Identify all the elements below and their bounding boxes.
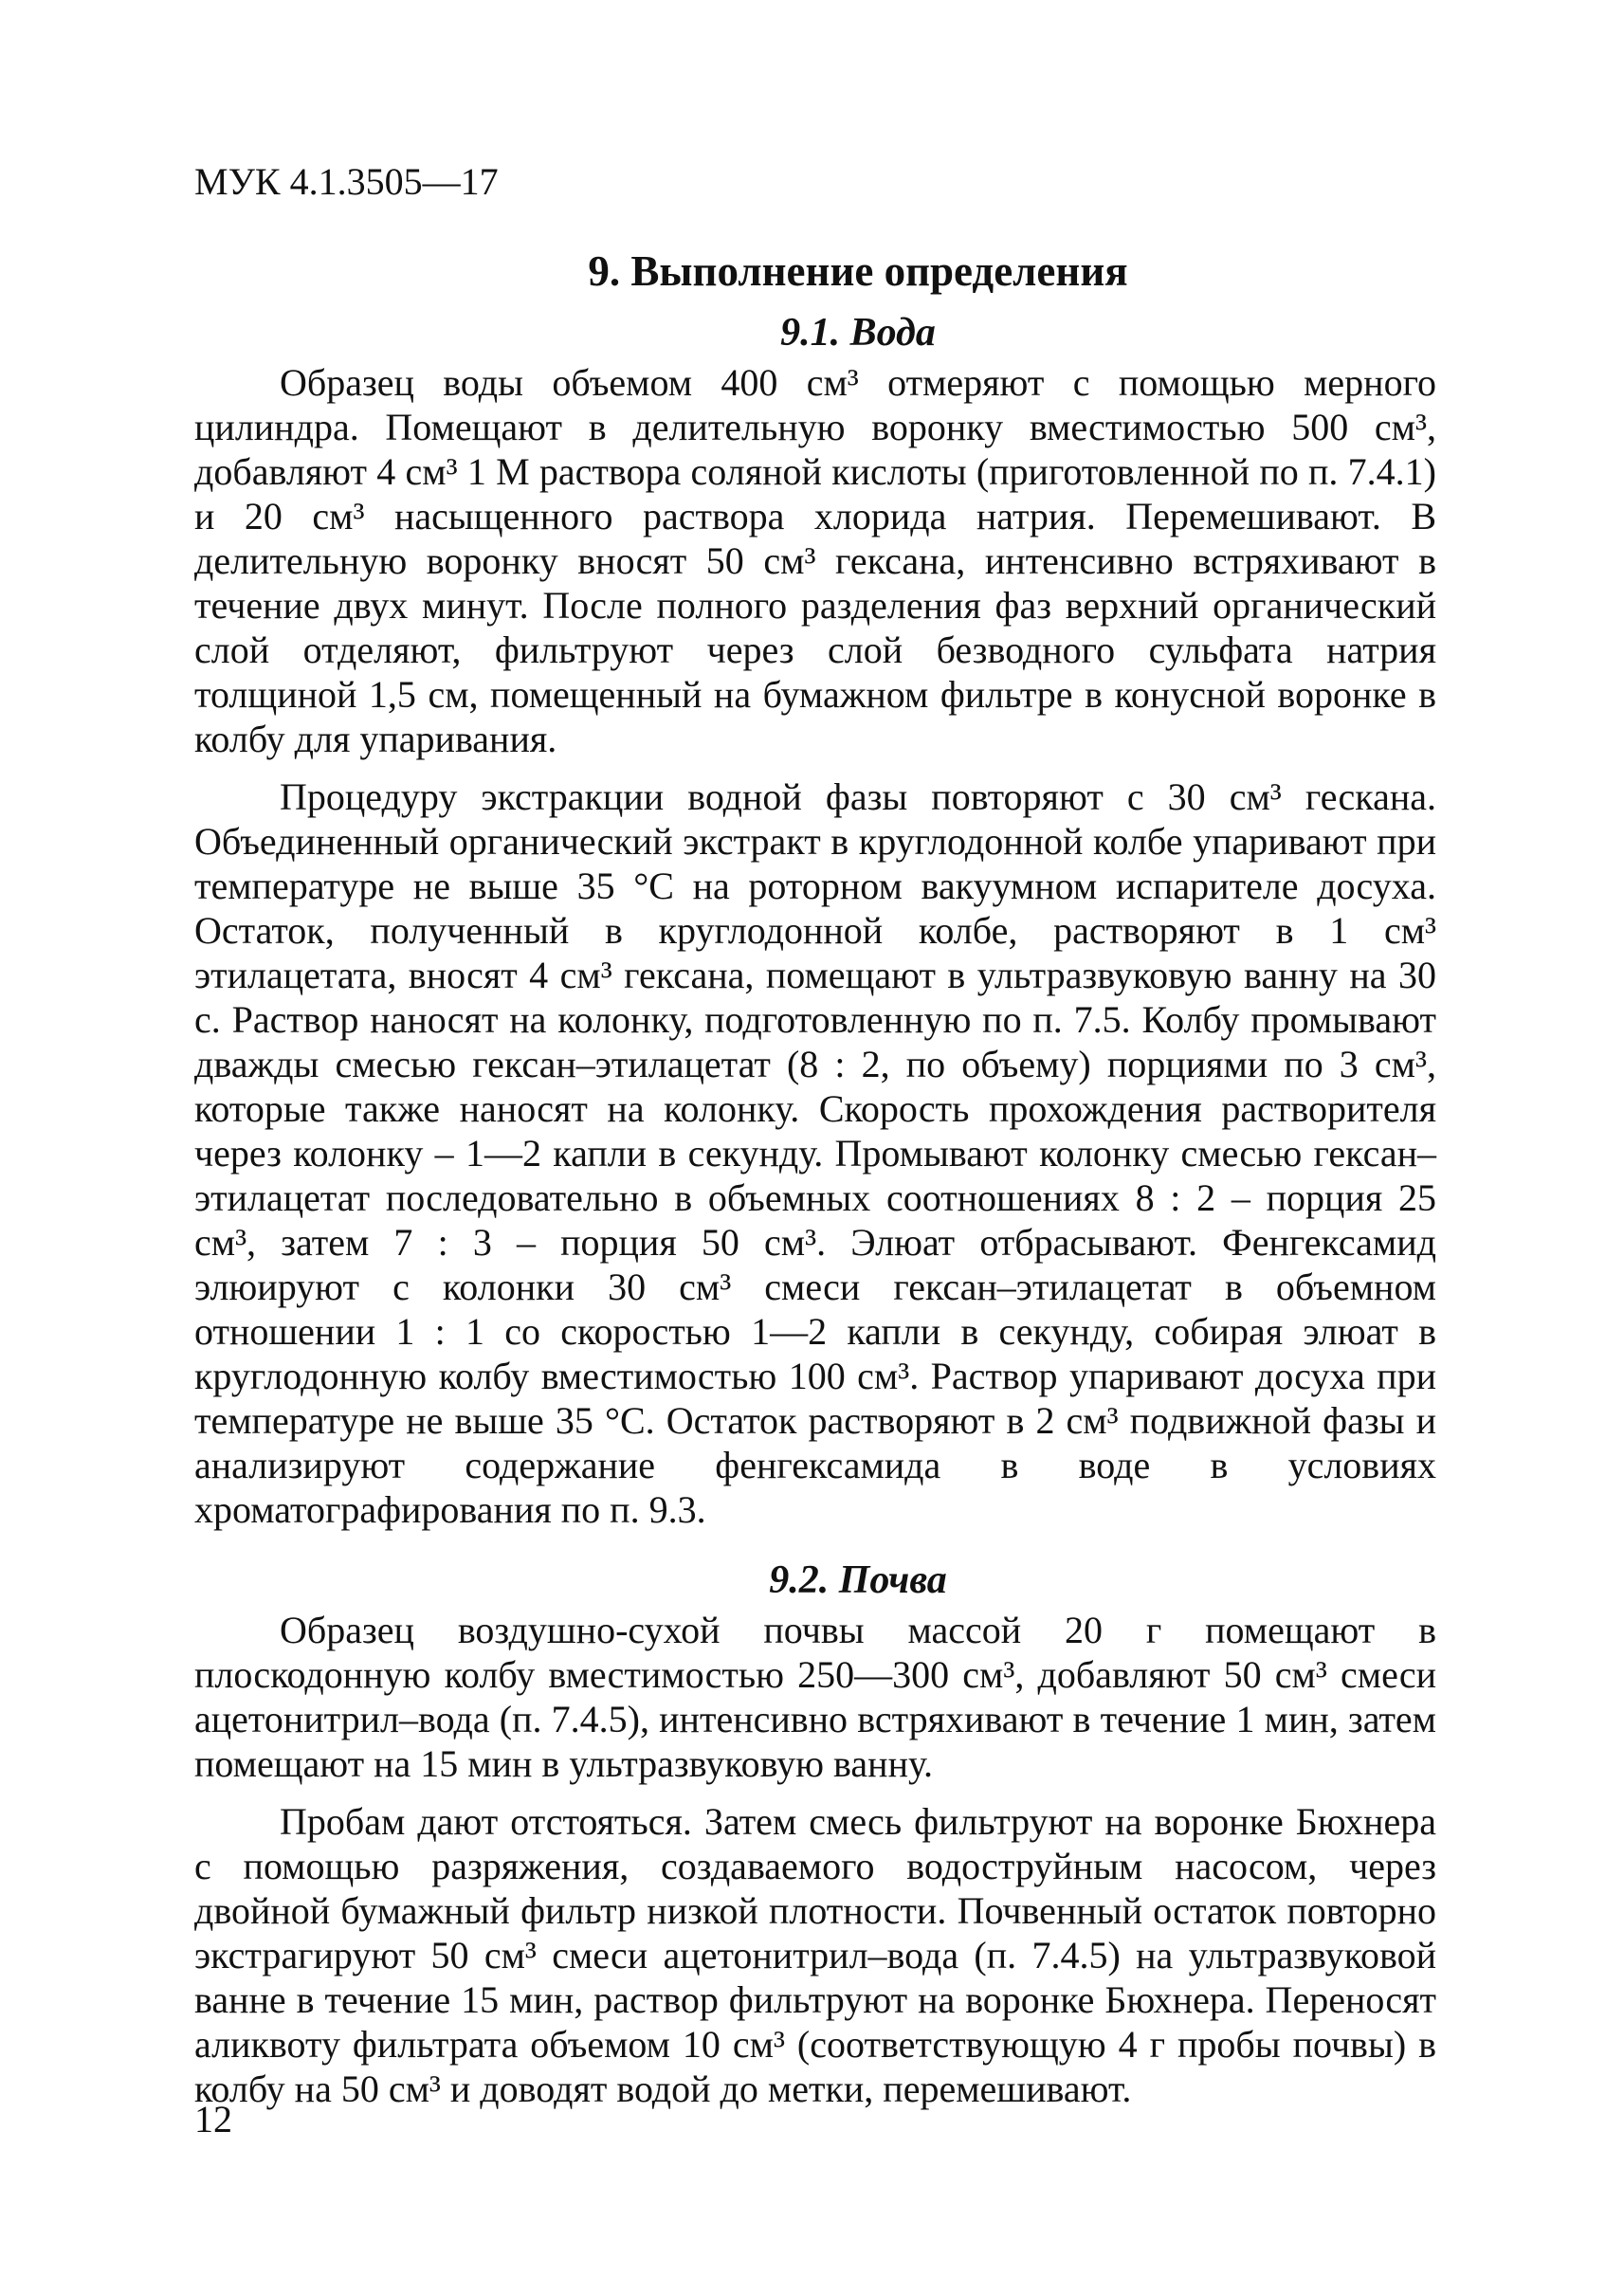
paragraph-soil-2: Пробам дают отстояться. Затем смесь фильтруют на воронке Бюхнера с помощью разряжения, создаваемого водоструйным насосом, через двойной бумажный фильтр низкой плотности. Почвенный остаток повторно экстрагируют 50 см³ смеси ацетонитрил–вода (п. 7.4.5) на ультразвуковой ванне в течение 15 мин, раствор фильтруют на воронке Бюхнера. Переносят аликвоту фильтрата объемом 10 см³ (соответствующую 4 г пробы почвы) в колбу на 50 см³ и доводят водой до метки, перемешивают.	[194, 1800, 1436, 2110]
page-body	[194, 245, 1436, 2111]
document-code-header: МУК 4.1.3505—17	[194, 160, 499, 203]
subsection-title-soil: 9.2. Почва	[769, 1558, 947, 1602]
paragraph-water-2: Процедуру экстракции водной фазы повторяют с 30 см³ гескана. Объединенный органический экстракт в круглодонной колбе упаривают при температуре не выше 35 °С на роторном вакуумном испарителе досуха. Остаток, полученный в круглодонной колбе, растворяют в 1 см³ этилацетата, вносят 4 см³ гексана, помещают в ультразвуковую ванну на 30 с. Раствор наносят на колонку, подготовленную по п. 7.5. Колбу промывают дважды смесью гексан–этилацетат (8 : 2, по объему) порциями по 3 см³, которые также наносят на колонку. Скорость прохождения растворителя через колонку – 1—2 капли в секунду. Промывают колонку смесью гексан–этилацетат последовательно в объемных соотношениях 8 : 2 – порция 25 см³, затем 7 : 3 – порция 50 см³. Элюат отбрасывают. Фенгексамид элюируют с колонки 30 см³ смеси гексан–этилацетат в объемном отношении 1 : 1 со скоростью 1—2 капли в секунду, собирая элюат в круглодонную колбу вместимостью 100 см³. Раствор упаривают досуха при температуре не выше 35 °С. Остаток растворяют в 2 см³ подвижной фазы и анализируют содержание фенгексамида в воде в условиях хроматографирования по п. 9.3.	[194, 775, 1436, 1531]
paragraph-water-1: Образец воды объемом 400 см³ отмеряют с помощью мерного цилиндра. Помещают в делительную воронку вместимостью 500 см³, добавляют 4 см³ 1 М раствора соляной кислоты (приготовленной по п. 7.4.1) и 20 см³ насыщенного раствора хлорида натрия. Перемешивают. В делительную воронку вносят 50 см³ гексана, интенсивно встряхивают в течение двух минут. После полного разделения фаз верхний органический слой отделяют, фильтруют через слой безводного сульфата натрия толщиной 1,5 см, помещенный на бумажном фильтре в конусной воронке в колбу для упаривания.	[194, 361, 1436, 760]
page-number: 12	[194, 2098, 232, 2140]
section-title: 9. Выполнение определения	[588, 247, 1128, 295]
subsection-title-water: 9.1. Вода	[780, 311, 936, 355]
paragraph-soil-1: Образец воздушно-сухой почвы массой 20 г помещают в плоскодонную колбу вместимостью 250—300 см³, добавляют 50 см³ смеси ацетонитрил–вода (п. 7.4.5), интенсивно встряхивают в течение 1 мин, затем помещают на 15 мин в ультразвуковую ванну.	[194, 1609, 1436, 1785]
